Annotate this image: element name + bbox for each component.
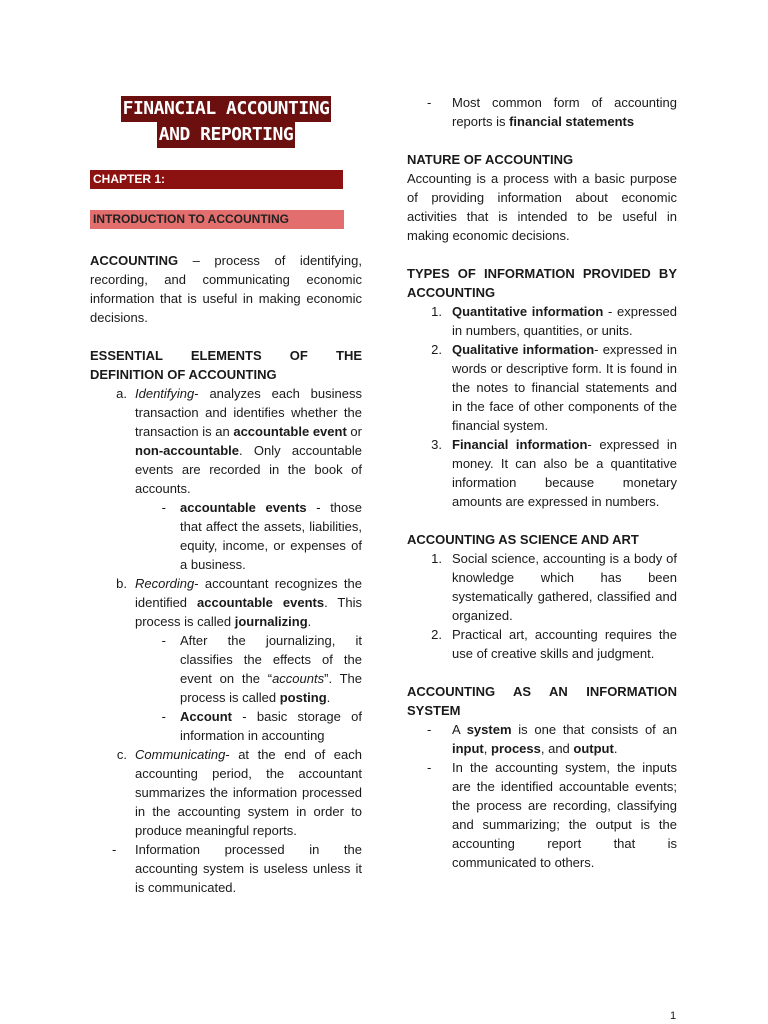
list-item-quantitative: 1. Quantitative information - expressed in numbers, quantities, or units.: [431, 304, 677, 338]
page-number: 1: [670, 1010, 677, 1022]
intro-heading: INTRODUCTION TO ACCOUNTING: [90, 210, 344, 229]
info-system-heading: ACCOUNTING AS AN INFORMATION SYSTEM: [407, 684, 677, 718]
list-item-recording: b. Recording- accountant recognizes the identified accountable events. This process is called journalizing.: [116, 576, 362, 629]
title-line-1: FINANCIAL ACCOUNTING: [121, 96, 332, 122]
list-item-practical-art: 2. Practical art, accounting requires the use of creative skills and judgment.: [431, 627, 677, 661]
nature-heading: NATURE OF ACCOUNTING: [407, 152, 574, 167]
list-item-social-science: 1. Social science, accounting is a body of knowledge which has been systematically gathered, classified and organized.: [431, 551, 677, 623]
list-item-financial: 3. Financial information- expressed in money. It can also be a quantitative information because monetary amounts are expressed in numbers.: [431, 437, 677, 509]
types-heading: TYPES OF INFORMATION PROVIDED BY ACCOUNTING: [407, 266, 677, 300]
list-subitem-posting: - After the journalizing, it classifies the effects of the event on the “accounts”. The process is called posting.: [161, 633, 363, 705]
list-subitem-accountable-events: - accountable events - those that affect the assets, liabilities, equity, income, or expenses of a business.: [161, 500, 363, 572]
list-subitem-account: - Account - basic storage of information in accounting: [161, 709, 362, 743]
definition-term: ACCOUNTING: [90, 253, 179, 268]
chapter-label: CHAPTER 1:: [90, 170, 343, 189]
list-item-system-flow: - In the accounting system, the inputs are the identified accountable events; the process are recording, classifying and summarizing; the output is the accounting report that is communicated to others.: [427, 760, 677, 870]
essential-heading: ESSENTIAL ELEMENTS OF THE DEFINITION OF ACCOUNTING: [90, 348, 362, 382]
list-item-system-definition: - A system is one that consists of an input, process, and output.: [427, 722, 677, 756]
right-column: [407, 93, 677, 872]
document-title: [100, 96, 352, 148]
list-item-qualitative: 2. Qualitative information- expressed in words or descriptive form. It is found in the notes to financial statements and in the face of other components of the financial system.: [431, 342, 677, 433]
title-line-2: AND REPORTING: [157, 122, 295, 148]
definition-paragraph: ACCOUNTING – process of identifying, recording, and communicating economic information that is useful in making economic decisions.: [90, 253, 362, 325]
list-item-communicating: c. Communicating- at the end of each accounting period, the accountant summarizes the information processed in the accounting system in order to produce meaningful reports.: [116, 747, 362, 838]
list-item-financial-statements: - Most common form of accounting reports is financial statements: [427, 95, 677, 129]
left-column: [90, 251, 362, 897]
nature-paragraph: Accounting is a process with a basic purpose of providing information about economic activities that is intended to be useful in making economic decisions.: [407, 171, 677, 243]
list-item-communicated-note: - Information processed in the accounting system is useless unless it is communicated.: [112, 842, 362, 895]
list-item-identifying: a. Identifying- analyzes each business transaction and identifies whether the transaction is an accountable event or non-accountable. Only accountable events are recorded in the book of accounts.: [116, 386, 362, 496]
science-art-heading: ACCOUNTING AS SCIENCE AND ART: [407, 532, 639, 547]
